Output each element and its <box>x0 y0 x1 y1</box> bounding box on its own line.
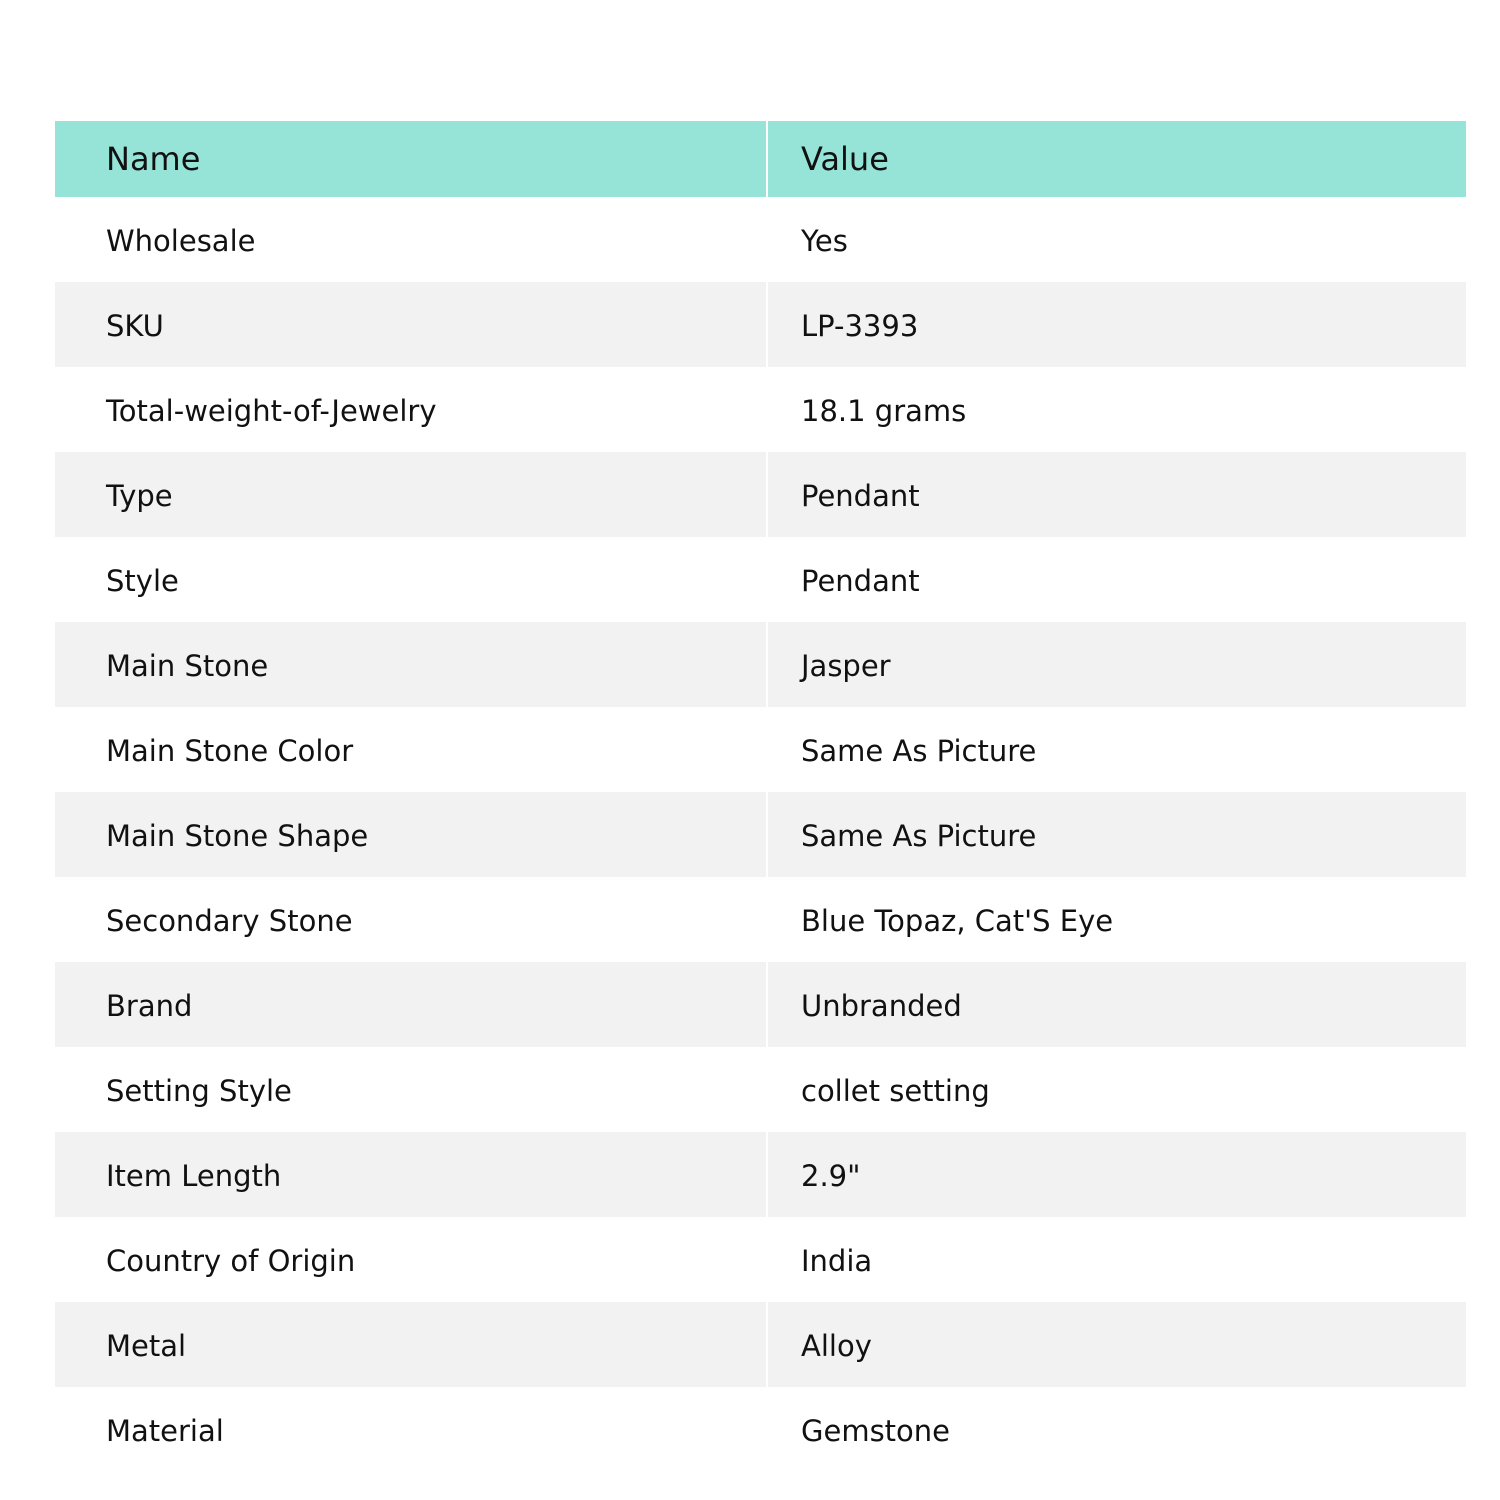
row-value-cell: Alloy <box>768 1302 1466 1387</box>
row-value-cell: 18.1 grams <box>801 393 967 428</box>
table-row <box>55 792 1466 877</box>
table-header-row <box>55 121 1466 197</box>
table-row <box>55 707 1466 792</box>
row-value-cell: Pendant <box>801 563 920 598</box>
spec-table <box>55 121 1466 1472</box>
row-name-cell: Setting Style <box>106 1073 292 1108</box>
table-row <box>55 962 1466 1047</box>
table-row <box>55 1132 1466 1217</box>
table-row <box>55 1047 1466 1132</box>
table-row <box>55 197 1466 282</box>
row-name-cell: Total-weight-of-Jewelry <box>106 393 437 428</box>
column-header-name: Name <box>55 121 766 197</box>
table-row <box>55 1387 1466 1472</box>
row-value-cell: Same As Picture <box>801 733 1037 768</box>
row-name-cell: Brand <box>55 962 766 1047</box>
table-row <box>55 1217 1466 1302</box>
row-name-cell: Wholesale <box>106 223 256 258</box>
row-name-cell: Secondary Stone <box>106 903 353 938</box>
row-value-cell: Same As Picture <box>768 792 1466 877</box>
row-value-cell: collet setting <box>801 1073 990 1108</box>
table-row <box>55 877 1466 962</box>
table-row <box>55 452 1466 537</box>
row-name-cell: Type <box>55 452 766 537</box>
row-name-cell: Country of Origin <box>106 1243 356 1278</box>
row-name-cell: Main Stone <box>55 622 766 707</box>
row-name-cell: Item Length <box>55 1132 766 1217</box>
row-value-cell: 2.9" <box>768 1132 1466 1217</box>
row-name-cell: Main Stone Shape <box>55 792 766 877</box>
table-row <box>55 622 1466 707</box>
column-header-value: Value <box>768 121 1466 197</box>
table-row <box>55 367 1466 452</box>
row-value-cell: Gemstone <box>801 1413 951 1448</box>
row-name-cell: Style <box>106 563 179 598</box>
row-name-cell: Main Stone Color <box>106 733 354 768</box>
table-row <box>55 282 1466 367</box>
row-value-cell: Unbranded <box>768 962 1466 1047</box>
row-name-cell: SKU <box>55 282 766 367</box>
row-value-cell: Pendant <box>768 452 1466 537</box>
row-name-cell: Metal <box>55 1302 766 1387</box>
row-value-cell: Yes <box>801 223 848 258</box>
row-value-cell: LP-3393 <box>768 282 1466 367</box>
row-value-cell: India <box>801 1243 873 1278</box>
row-value-cell: Jasper <box>768 622 1466 707</box>
table-row <box>55 1302 1466 1387</box>
row-value-cell: Blue Topaz, Cat'S Eye <box>801 903 1114 938</box>
row-name-cell: Material <box>106 1413 224 1448</box>
table-row <box>55 537 1466 622</box>
